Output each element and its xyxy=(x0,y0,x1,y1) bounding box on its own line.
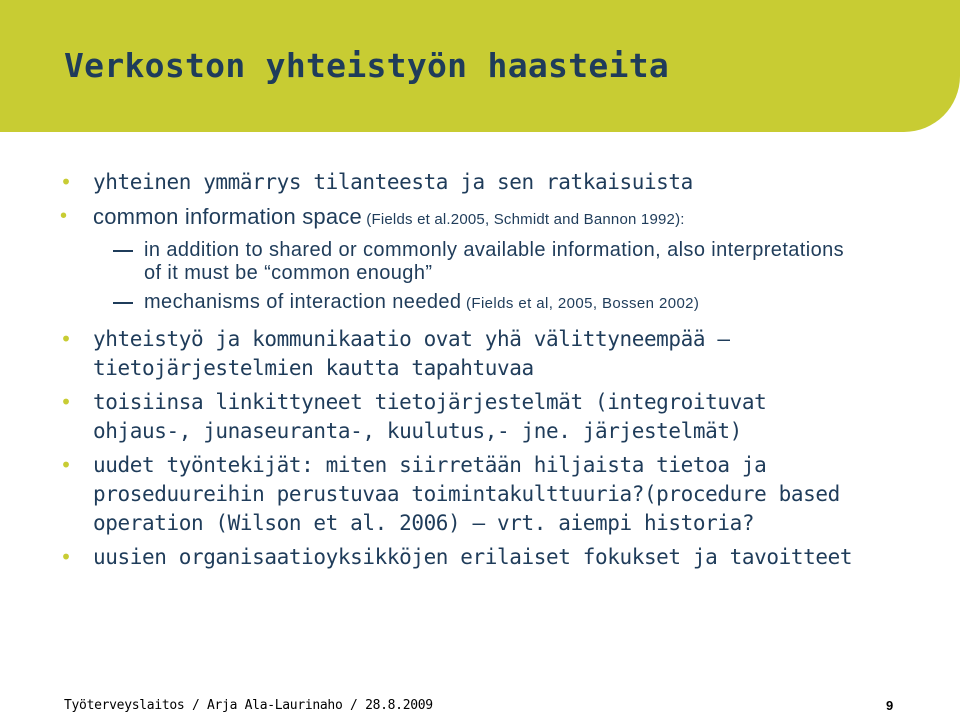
bullet-icon: • xyxy=(60,453,72,477)
slide-title: Verkoston yhteistyön haasteita xyxy=(64,46,670,85)
sub-bullet-citation: (Fields et al, 2005, Bossen 2002) xyxy=(461,295,700,312)
dash-icon xyxy=(113,250,133,252)
dash-icon xyxy=(113,302,133,304)
bullet-text: common information space xyxy=(93,204,362,229)
bullet-text: uudet työntekijät: miten siirretään hiljaista tietoa ja proseduureihin perustuvaa toimintakulttuuria?(procedure based operation (Wilson et al. 2006) – vrt. aiempi historia? xyxy=(93,453,840,535)
bullet-3 xyxy=(60,325,860,383)
bullet-4 xyxy=(60,388,860,446)
bullet-6 xyxy=(60,543,860,572)
bullet-2 xyxy=(60,202,860,234)
bullet-icon: • xyxy=(60,327,72,351)
bullet-icon: • xyxy=(60,205,68,227)
bullet-5 xyxy=(60,451,860,538)
slide-content xyxy=(60,168,860,577)
bullet-text: yhteistyö ja kommunikaatio ovat yhä välittyneempää – tietojärjestelmien kautta tapahtuvaa xyxy=(93,327,730,380)
bullet-icon: • xyxy=(60,170,72,194)
sub-bullet-text: in addition to shared or commonly available information, also interpretations of it must be “common enough” xyxy=(144,239,845,284)
sub-bullet-2 xyxy=(60,291,860,315)
bullet-icon: • xyxy=(60,390,72,414)
bullet-citation: (Fields et al.2005, Schmidt and Bannon 1992): xyxy=(361,211,685,228)
bullet-text: toisiinsa linkittyneet tietojärjestelmät (integroituvat ohjaus-, junaseuranta-, kuulutus,- jne. järjestelmät) xyxy=(93,390,767,443)
bullet-text: yhteinen ymmärrys tilanteesta ja sen ratkaisuista xyxy=(93,170,693,194)
bullet-icon: • xyxy=(60,545,72,569)
sub-bullet-text: mechanisms of interaction needed xyxy=(144,291,462,313)
footer-author: Työterveyslaitos / Arja Ala-Laurinaho / 28.8.2009 xyxy=(64,698,433,713)
bullet-text: uusien organisaatioyksikköjen erilaiset fokukset ja tavoitteet xyxy=(93,545,853,569)
bullet-1 xyxy=(60,168,860,197)
sub-bullet-1 xyxy=(60,239,860,285)
page-number: 9 xyxy=(886,698,894,713)
